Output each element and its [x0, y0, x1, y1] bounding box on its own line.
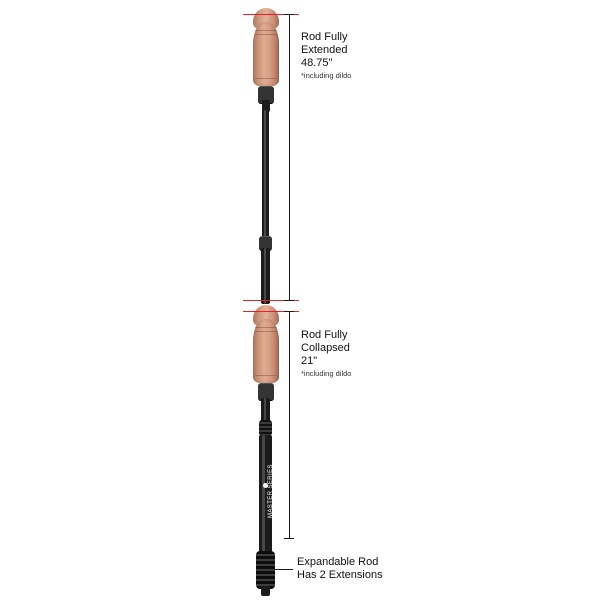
shaft-lower-upper [261, 398, 270, 422]
dildo-ridge [255, 327, 277, 328]
dildo-ridge [255, 34, 277, 35]
shaft-highlight [264, 248, 266, 304]
leader-line-extensions [275, 569, 293, 570]
callout-collapsed-value: 21" [301, 355, 318, 367]
dimension-cap [284, 538, 294, 539]
dildo-body-collapsed [253, 319, 279, 383]
callout-extended-line1: Rod Fully [301, 31, 348, 43]
dildo-body-extended [253, 22, 279, 86]
callout-extended-line2: Extended [301, 44, 348, 56]
brand-label: MASTER SERIES [268, 464, 274, 518]
dildo-ridge [255, 331, 277, 332]
dimension-line-extended [289, 14, 290, 301]
dimension-line-collapsed [289, 311, 290, 539]
dildo-ridge [255, 375, 277, 376]
dimension-cap [284, 300, 294, 301]
callout-collapsed-line1: Rod Fully [301, 329, 348, 341]
callout-extensions-line1: Expandable Rod [297, 556, 379, 568]
dildo-ridge [255, 78, 277, 79]
callout-collapsed [301, 329, 351, 379]
callout-extended-note: *including dildo [301, 71, 352, 80]
rod-base-tip [261, 586, 270, 596]
rod-base-foot [256, 551, 275, 589]
shaft-highlight [264, 110, 266, 238]
dildo-ridge [255, 30, 277, 31]
callout-collapsed-note: *including dildo [301, 369, 352, 378]
callout-extensions-line2: Has 2 Extensions [297, 569, 383, 581]
shaft-highlight [264, 398, 266, 422]
shaft-highlight [262, 435, 265, 553]
dimension-cap [284, 14, 294, 15]
callout-collapsed-line2: Collapsed [301, 342, 350, 354]
shaft-mid [261, 248, 270, 304]
callout-extended [301, 31, 351, 81]
dimension-cap [284, 311, 294, 312]
callout-extensions [297, 556, 383, 582]
callout-extended-value: 48.75" [301, 57, 333, 69]
adjustment-grip [259, 420, 272, 436]
